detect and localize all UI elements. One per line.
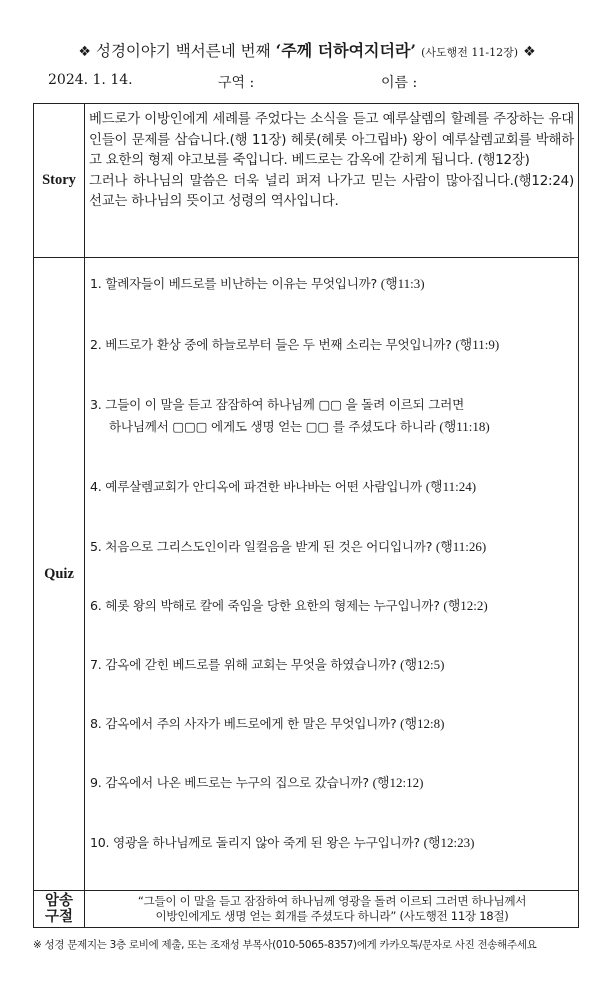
quiz-question (90, 335, 574, 355)
worksheet-title (0, 38, 614, 61)
question-reference: (행11:18) (439, 419, 490, 434)
diamond-icon: ❖ (78, 44, 91, 60)
memory-label-line: 구절 (44, 909, 73, 925)
story-row (34, 104, 578, 258)
quiz-question (90, 537, 574, 557)
quiz-question (90, 833, 574, 853)
title-main: 성경이야기 백서른네 번째 (95, 42, 271, 60)
question-number: 2. (90, 337, 102, 352)
quiz-question (90, 714, 574, 734)
question-text: 감옥에서 주의 사자가 베드로에게 한 말은 무엇입니까? (105, 716, 397, 731)
title-bold: ‘주께 더하여지더라’ (275, 41, 416, 60)
story-paragraph: 베드로가 이방인에게 세례를 주었다는 소식을 듣고 예루살렘의 할례를 주장하는 유대인들이 문제를 삼습니다.(행 11장) 헤롯(헤롯 아그립바) 왕이 예루살렘교회를 박해하고 요한의 형제 야고보를 죽입니다. 베드로는 감옥에 갇히게 됩니다. (행12장) (89, 112, 574, 169)
question-text: 영광을 하나님께로 돌리지 않아 죽게 된 왕은 누구입니까? (113, 835, 420, 850)
story-paragraph: 그러나 하나님의 말씀은 더욱 널리 퍼져 나가고 믿는 사람이 많아집니다.(행12:24) 선교는 하나님의 뜻이고 성령의 역사입니다. (89, 173, 574, 210)
name-field-label: 이름 : (381, 75, 418, 91)
question-reference: (행12:8) (400, 716, 445, 731)
memory-verse-label (34, 891, 85, 927)
question-reference: (행12:12) (372, 775, 424, 790)
worksheet-table (33, 103, 579, 928)
quiz-question (90, 596, 574, 616)
memory-verse-line: “그들이 이 말을 듣고 잠잠하여 하나님께 영광을 돌려 이르되 그러면 하나님께서 (137, 894, 527, 908)
question-reference: (행11:26) (435, 539, 487, 554)
worksheet-date: 2024. 1. 14. (48, 72, 133, 88)
question-number: 9. (90, 775, 102, 790)
question-text: 처음으로 그리스도인이라 일컬음을 받게 된 것은 어디입니까? (105, 539, 433, 554)
question-text: 예루살렘교회가 안디옥에 파견한 바나바는 어떤 사람입니까 (105, 479, 422, 494)
story-label: Story (34, 104, 85, 257)
question-number: 3. (90, 397, 102, 412)
question-reference: (행11:24) (425, 479, 477, 494)
question-text: 헤롯 왕의 박해로 칼에 죽임을 당한 요한의 형제는 누구입니까? (105, 598, 440, 613)
question-number: 4. (90, 479, 102, 494)
quiz-row (34, 258, 578, 891)
question-reference: (행11:3) (380, 276, 425, 291)
quiz-label: Quiz (34, 258, 85, 890)
question-text: 할례자들이 베드로를 비난하는 이유는 무엇입니까? (105, 276, 377, 291)
question-text: 감옥에 갇힌 베드로를 위해 교회는 무엇을 하였습니까? (105, 657, 397, 672)
memory-verse-line: 이방인에게도 생명 얻는 회개를 주셨도다 하니라” (155, 909, 397, 923)
question-reference: (행12:23) (423, 835, 475, 850)
question-number: 5. (90, 539, 102, 554)
question-reference: (행12:2) (443, 598, 488, 613)
title-reference: (사도행전 11-12장) (421, 46, 519, 59)
quiz-question (90, 477, 574, 497)
question-number: 6. (90, 598, 102, 613)
quiz-question (90, 394, 574, 438)
question-text: 베드로가 환상 중에 하늘로부터 들은 두 번째 소리는 무엇입니까? (105, 337, 452, 352)
diamond-icon: ❖ (523, 44, 536, 60)
memory-verse-text (84, 894, 580, 924)
story-text (89, 110, 574, 213)
quiz-question (90, 773, 574, 793)
memory-verse-row (34, 891, 578, 927)
memory-verse-reference: (사도행전 11장 18절) (399, 909, 509, 923)
question-number: 10. (90, 835, 110, 850)
question-reference: (행11:9) (455, 337, 500, 352)
question-text: 그들이 이 말을 듣고 잠잠하여 하나님께 ▢▢ 을 돌려 이르되 그러면 (105, 397, 465, 412)
quiz-question (90, 655, 574, 675)
area-field-label: 구역 : (218, 75, 255, 91)
question-number: 8. (90, 716, 102, 731)
question-text: 감옥에서 나온 베드로는 누구의 집으로 갔습니까? (105, 775, 369, 790)
question-text-continued: 하나님께서 ▢▢▢ 에게도 생명 얻는 ▢▢ 를 주셨도다 하니라 (109, 419, 436, 434)
question-reference: (행12:5) (400, 657, 445, 672)
footnote: ※ 성경 문제지는 3층 로비에 제출, 또는 조재성 부목사(010-5065-8357)에게 카카오톡/문자로 사진 전송해주세요 (33, 939, 537, 951)
memory-label-line: 암송 (44, 893, 73, 909)
quiz-question (90, 274, 574, 294)
question-number: 1. (90, 276, 102, 291)
question-number: 7. (90, 657, 102, 672)
